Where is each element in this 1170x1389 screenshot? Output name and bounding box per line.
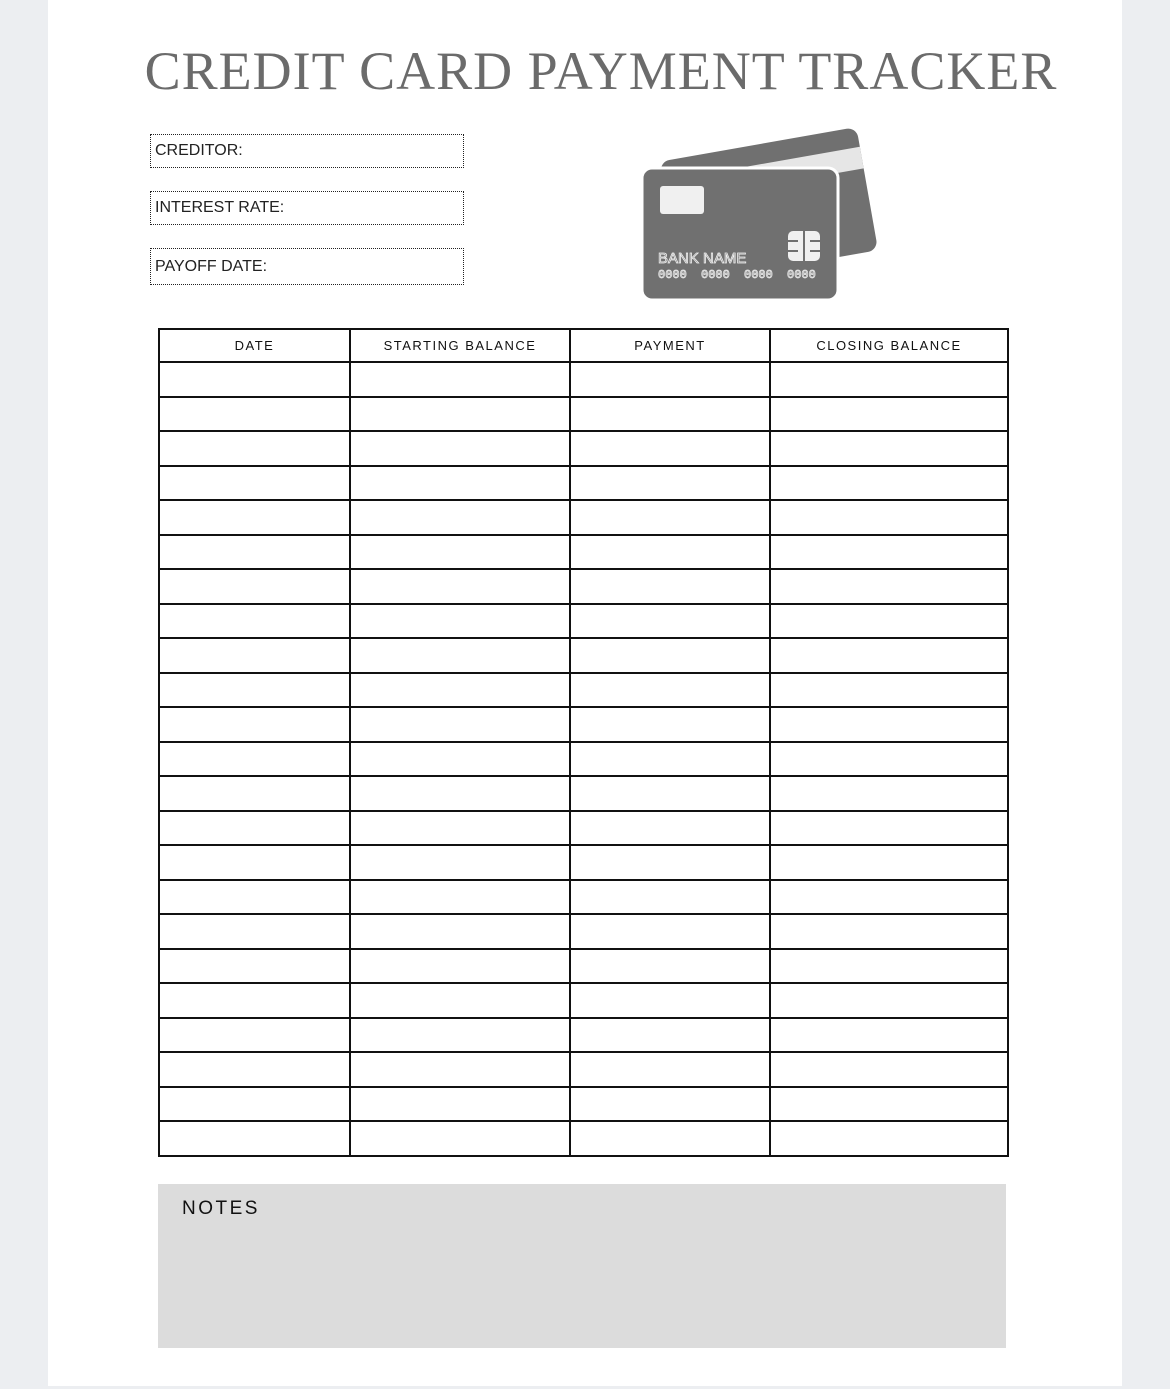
table-cell[interactable] [770, 500, 1008, 535]
interest-rate-field[interactable] [150, 191, 464, 225]
table-cell[interactable] [350, 397, 570, 432]
table-cell[interactable] [350, 500, 570, 535]
card-number-block: 0000 [787, 268, 816, 282]
table-cell[interactable] [350, 638, 570, 673]
table-cell[interactable] [159, 1087, 350, 1122]
table-row [159, 776, 1008, 811]
table-cell[interactable] [770, 362, 1008, 397]
table-cell[interactable] [159, 845, 350, 880]
table-row [159, 742, 1008, 777]
bank-name: BANK NAME [658, 250, 747, 267]
table-cell[interactable] [159, 638, 350, 673]
table-cell[interactable] [770, 1087, 1008, 1122]
card-number-block: 0000 [744, 268, 773, 282]
table-cell[interactable] [770, 949, 1008, 984]
table-cell[interactable] [350, 604, 570, 639]
header-payment: PAYMENT [570, 329, 770, 362]
table-cell[interactable] [159, 707, 350, 742]
table-cell[interactable] [770, 638, 1008, 673]
table-row [159, 811, 1008, 846]
table-cell[interactable] [350, 776, 570, 811]
table-row [159, 431, 1008, 466]
table-cell[interactable] [770, 707, 1008, 742]
table-cell[interactable] [570, 949, 770, 984]
table-cell[interactable] [570, 707, 770, 742]
table-cell[interactable] [770, 466, 1008, 501]
table-row [159, 466, 1008, 501]
table-cell[interactable] [350, 914, 570, 949]
table-row [159, 845, 1008, 880]
table-cell[interactable] [159, 1121, 350, 1156]
table-cell[interactable] [159, 673, 350, 708]
table-cell[interactable] [770, 811, 1008, 846]
card-number-block: 0000 [701, 268, 730, 282]
table-cell[interactable] [770, 1052, 1008, 1087]
table-row [159, 535, 1008, 570]
table-cell[interactable] [350, 569, 570, 604]
table-cell[interactable] [570, 776, 770, 811]
table-cell[interactable] [570, 500, 770, 535]
table-cell[interactable] [770, 914, 1008, 949]
table-cell[interactable] [159, 1018, 350, 1053]
table-cell[interactable] [159, 431, 350, 466]
table-cell[interactable] [350, 742, 570, 777]
table-cell[interactable] [350, 707, 570, 742]
table-row [159, 983, 1008, 1018]
table-cell[interactable] [159, 880, 350, 915]
table-cell[interactable] [570, 1018, 770, 1053]
header-closing-balance: CLOSING BALANCE [770, 329, 1008, 362]
table-cell[interactable] [570, 569, 770, 604]
tracker-page [48, 0, 1122, 1386]
table-cell[interactable] [570, 638, 770, 673]
table-cell[interactable] [350, 949, 570, 984]
table-cell[interactable] [570, 397, 770, 432]
table-cell[interactable] [570, 914, 770, 949]
table-row [159, 1052, 1008, 1087]
table-cell[interactable] [159, 535, 350, 570]
payoff-date-field[interactable] [150, 248, 464, 285]
table-cell[interactable] [570, 431, 770, 466]
table-row [159, 500, 1008, 535]
table-row [159, 880, 1008, 915]
payment-table [158, 328, 1009, 1157]
table-cell[interactable] [570, 673, 770, 708]
table-cell[interactable] [570, 466, 770, 501]
table-header-row [159, 329, 1008, 362]
interest-rate-label: INTEREST RATE: [155, 199, 285, 216]
table-cell[interactable] [350, 1121, 570, 1156]
table-cell[interactable] [570, 1087, 770, 1122]
table-cell[interactable] [159, 983, 350, 1018]
table-row [159, 362, 1008, 397]
table-row [159, 914, 1008, 949]
table-cell[interactable] [570, 880, 770, 915]
table-row [159, 1121, 1008, 1156]
table-cell[interactable] [770, 673, 1008, 708]
table-cell[interactable] [159, 742, 350, 777]
table-cell[interactable] [350, 880, 570, 915]
table-row [159, 1018, 1008, 1053]
table-cell[interactable] [570, 811, 770, 846]
table-row [159, 569, 1008, 604]
payoff-date-label: PAYOFF DATE: [155, 257, 268, 275]
table-cell[interactable] [159, 466, 350, 501]
table-cell[interactable] [570, 362, 770, 397]
table-cell[interactable] [159, 397, 350, 432]
table-cell[interactable] [159, 949, 350, 984]
table-cell[interactable] [159, 776, 350, 811]
page-title: CREDIT CARD PAYMENT TRACKER [144, 41, 1058, 101]
table-cell[interactable] [770, 1121, 1008, 1156]
table-cell[interactable] [350, 983, 570, 1018]
table-cell[interactable] [570, 1121, 770, 1156]
header-starting-balance: STARTING BALANCE [350, 329, 570, 362]
table-body [159, 362, 1008, 1156]
table-cell[interactable] [770, 431, 1008, 466]
table-cell[interactable] [159, 569, 350, 604]
table-cell[interactable] [570, 983, 770, 1018]
table-row [159, 707, 1008, 742]
table-cell[interactable] [350, 1018, 570, 1053]
table-cell[interactable] [350, 673, 570, 708]
notes-label: NOTES [182, 1198, 260, 1219]
table-cell[interactable] [770, 569, 1008, 604]
table-cell[interactable] [770, 742, 1008, 777]
notes-box[interactable] [158, 1184, 1006, 1348]
table-cell[interactable] [770, 535, 1008, 570]
header-date: DATE [159, 329, 350, 362]
table-row [159, 397, 1008, 432]
table-cell[interactable] [350, 431, 570, 466]
table-row [159, 949, 1008, 984]
table-cell[interactable] [570, 1052, 770, 1087]
creditor-label: CREDITOR: [155, 142, 243, 159]
table-cell[interactable] [159, 500, 350, 535]
table-cell[interactable] [159, 811, 350, 846]
table-cell[interactable] [770, 776, 1008, 811]
table-cell[interactable] [770, 880, 1008, 915]
table-cell[interactable] [350, 845, 570, 880]
table-cell[interactable] [770, 983, 1008, 1018]
table-cell[interactable] [770, 1018, 1008, 1053]
card-number-block: 0000 [658, 268, 687, 282]
table-cell[interactable] [770, 604, 1008, 639]
table-row [159, 604, 1008, 639]
table-cell[interactable] [570, 742, 770, 777]
table-cell[interactable] [770, 397, 1008, 432]
table-cell[interactable] [350, 1052, 570, 1087]
table-cell[interactable] [350, 466, 570, 501]
table-cell[interactable] [159, 362, 350, 397]
table-row [159, 1087, 1008, 1122]
table-row [159, 638, 1008, 673]
creditor-field[interactable] [150, 134, 464, 168]
table-cell[interactable] [159, 914, 350, 949]
table-cell[interactable] [570, 604, 770, 639]
table-cell[interactable] [770, 845, 1008, 880]
table-cell[interactable] [159, 604, 350, 639]
credit-cards-icon [638, 110, 878, 310]
table-cell[interactable] [159, 1052, 350, 1087]
table-cell[interactable] [350, 811, 570, 846]
table-cell[interactable] [570, 845, 770, 880]
table-cell[interactable] [350, 1087, 570, 1122]
table-cell[interactable] [350, 535, 570, 570]
table-cell[interactable] [570, 535, 770, 570]
table-cell[interactable] [350, 362, 570, 397]
table-row [159, 673, 1008, 708]
card-strip [660, 186, 704, 214]
